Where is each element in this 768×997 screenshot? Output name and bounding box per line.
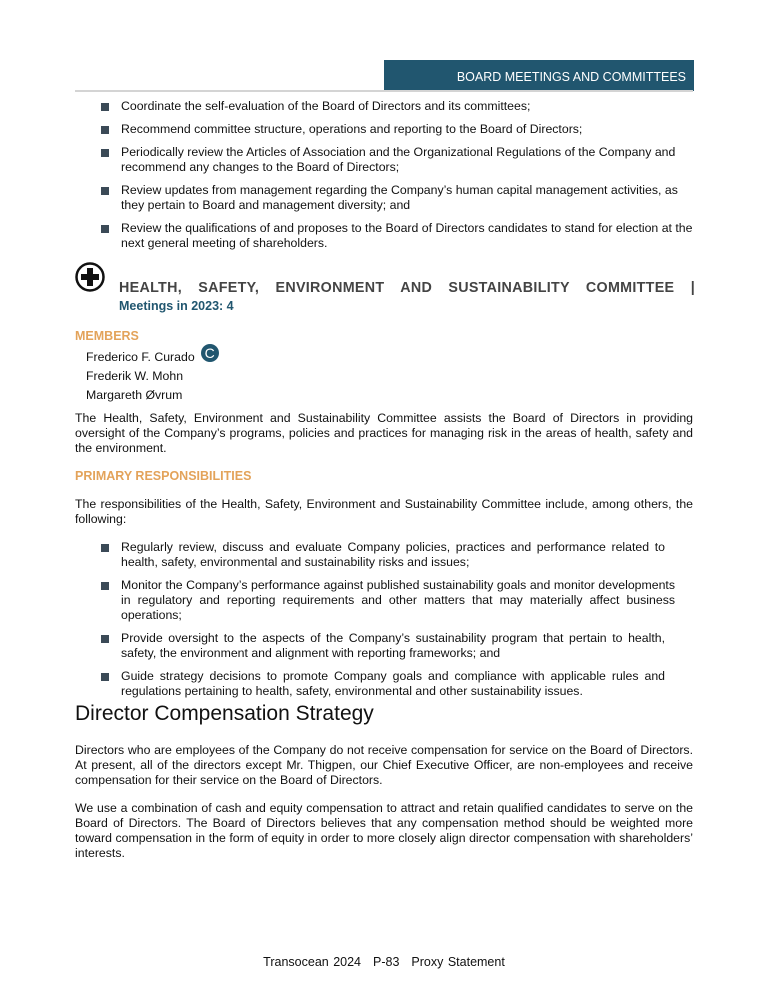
member: Frederik W. Mohn (86, 369, 184, 383)
list-item: Periodically review the Articles of Association and the Organizational Regulations of the Company and recommend any changes to the Board of Directors; (75, 145, 695, 175)
section-header: BOARD MEETINGS AND COMMITTEES (384, 60, 694, 91)
section-heading: Director Compensation Strategy (75, 702, 374, 725)
footer-doc: Proxy Statement (411, 955, 505, 969)
paragraph: Directors who are employees of the Company do not receive compensation for service on the Board of Directors. At present, all of the directors except Mr. Thigpen, our Chief Executive Officer, are non-employees and receive compensation for their service on the Board of Directors. (75, 743, 693, 787)
page-footer (0, 955, 768, 970)
footer-company: Transocean 2024 (263, 955, 361, 969)
member (86, 344, 219, 367)
list-item: Review updates from management regarding the Company’s human capital management activities, as they pertain to Board and management diversity; and (75, 183, 695, 213)
responsibilities-intro: The responsibilities of the Health, Safety, Environment and Sustainability Committee include, among others, the following: (75, 497, 693, 526)
header-divider (75, 90, 693, 92)
committee-description: The Health, Safety, Environment and Sustainability Committee assists the Board of Directors in providing oversight of the Company’s programs, policies and practices for managing risk in the areas of health, safety and the environment. (75, 411, 693, 455)
list-item: Regularly review, discuss and evaluate Company policies, practices and performance related to health, safety, environmental and sustainability risks and issues; (75, 540, 695, 570)
list-item: Provide oversight to the aspects of the Company’s sustainability program that pertain to health, safety, the environment and alignment with reporting frameworks; and (75, 631, 695, 661)
list-item: Review the qualifications of and proposes to the Board of Directors candidates to stand for election at the next general meeting of shareholders. (75, 221, 695, 251)
health-cross-icon (75, 262, 105, 292)
nominating-responsibilities-list (75, 99, 695, 259)
committee-responsibilities-list (75, 540, 695, 707)
chair-badge-icon: C (201, 344, 219, 362)
list-item: Recommend committee structure, operations and reporting to the Board of Directors; (75, 122, 695, 137)
page-number: P-83 (373, 955, 400, 969)
member: Margareth Øvrum (86, 388, 183, 402)
member-name: Frederico F. Curado (86, 350, 195, 364)
members-label: MEMBERS (75, 329, 139, 343)
meetings-count: Meetings in 2023: 4 (119, 299, 234, 313)
responsibilities-label: PRIMARY RESPONSIBILITIES (75, 469, 252, 483)
list-item: Guide strategy decisions to promote Company goals and compliance with applicable rules and regulations pertaining to health, safety, environmental and other sustainability issues. (75, 669, 695, 699)
members-block (75, 329, 219, 405)
list-item: Coordinate the self-evaluation of the Board of Directors and its committees; (75, 99, 695, 114)
committee-title: HEALTH, SAFETY, ENVIRONMENT AND SUSTAINABILITY COMMITTEE | (119, 280, 695, 296)
paragraph: We use a combination of cash and equity compensation to attract and retain qualified candidates to serve on the Board of Directors. The Board of Directors believes that any compensation method should be weighted more toward compensation in the form of equity in order to more closely align director compensation with shareholders’ interests. (75, 801, 693, 860)
list-item: Monitor the Company’s performance against published sustainability goals and monitor developments in regulatory and reporting requirements and other matters that may materially affect business operations; (75, 578, 695, 623)
